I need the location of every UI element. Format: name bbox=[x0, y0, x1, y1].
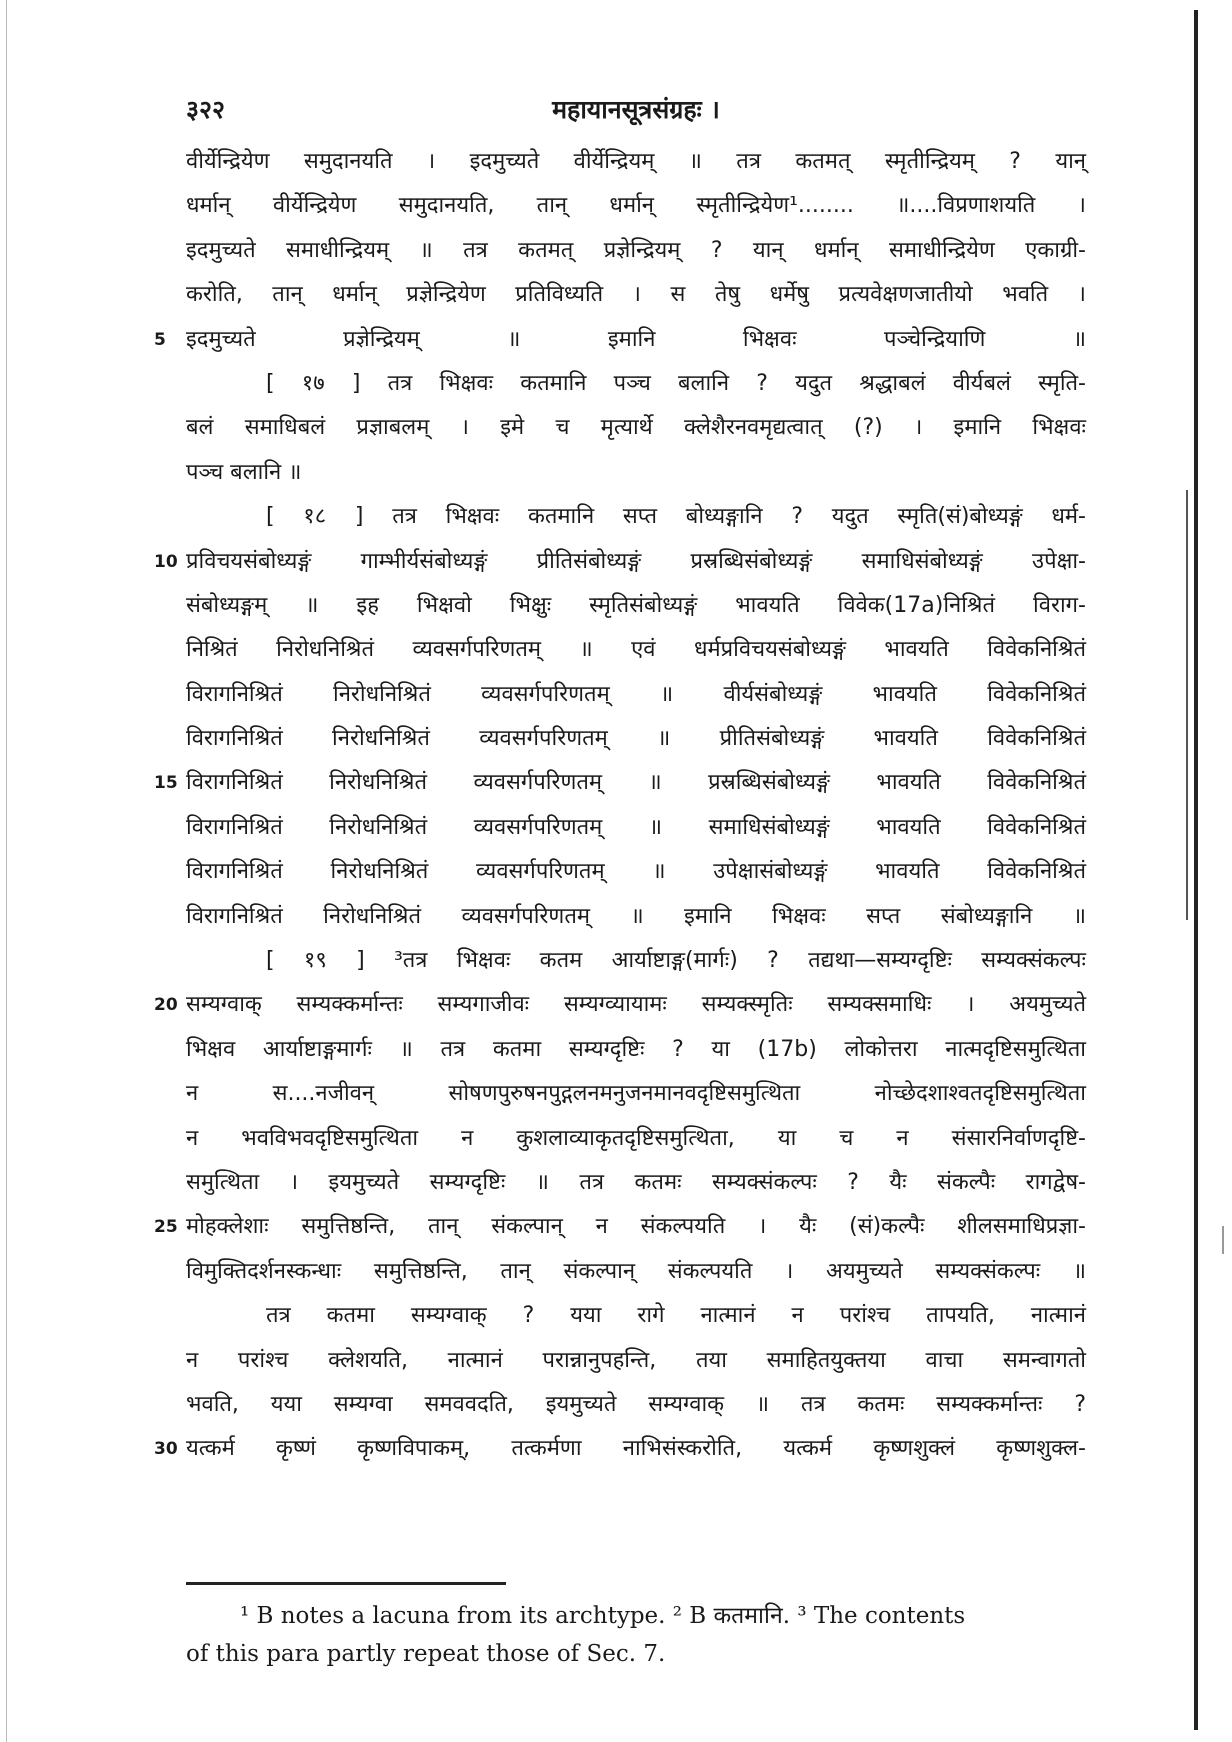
line-text: इदमुच्यते प्रज्ञेन्द्रियम् ॥ इमानि भिक्षवः पञ्चेन्द्रियाणि ॥ bbox=[186, 326, 1086, 352]
line-text: यत्कर्म कृष्णं कृष्णविपाकम्, तत्कर्मणा नाभिसंस्करोति, यत्कर्म कृष्णशुक्लं कृष्णशुक्ल- bbox=[186, 1436, 1086, 1462]
text-line bbox=[186, 1383, 1086, 1427]
line-text: पञ्च बलानि ॥ bbox=[186, 459, 302, 485]
text-line bbox=[186, 1028, 1086, 1072]
text-line bbox=[154, 1427, 1086, 1471]
line-number: 25 bbox=[154, 1217, 178, 1238]
text-line bbox=[186, 451, 1086, 495]
scan-edge-right bbox=[1194, 10, 1198, 1730]
text-line bbox=[186, 140, 1086, 184]
text-line bbox=[186, 1161, 1086, 1205]
scan-edge-left bbox=[6, 0, 7, 1742]
scan-edge-right-inner bbox=[1186, 490, 1188, 920]
footnotes bbox=[186, 1597, 1086, 1673]
text-line bbox=[186, 1294, 1086, 1338]
line-text: सम्यग्वाक् सम्यक्कर्मान्तः सम्यगाजीवः सम्यग्व्यायामः सम्यक्स्मृतिः सम्यक्समाधिः । अयमुच्यते bbox=[186, 992, 1086, 1018]
line-text: [ १९ ] ³तत्र भिक्षवः कतम आर्याष्टाङ्ग(मार्गः) ? तद्यथा—सम्यग्दृष्टिः सम्यक्संकल्पः bbox=[266, 948, 1086, 974]
page-number: ३२२ bbox=[186, 95, 226, 124]
line-text: विमुक्तिदर्शनस्कन्धाः समुत्तिष्ठन्ति, तान् संकल्पान् संकल्पयति । अयमुच्यते सम्यक्संकल्पः ॥ bbox=[186, 1258, 1086, 1284]
line-text: वीर्येन्द्रियेण समुदानयति । इदमुच्यते वीर्येन्द्रियम् ॥ तत्र कतमत् स्मृतीन्द्रियम् ? यान् bbox=[186, 149, 1086, 174]
text-body bbox=[154, 140, 1086, 1472]
text-line bbox=[186, 939, 1086, 983]
text-line bbox=[186, 895, 1086, 939]
line-number: 10 bbox=[154, 551, 178, 572]
line-text: न परांश्च क्लेशयति, नात्मानं परान्नानुपहन्ति, तया समाहितयुक्तया वाचा समन्वागतो bbox=[186, 1347, 1086, 1373]
line-text: विरागनिश्रितं निरोधनिश्रितं व्यवसर्गपरिणतम् ॥ प्रस्रब्धिसंबोध्यङ्गं भावयति विवेकनिश्रितं bbox=[186, 770, 1086, 796]
text-line bbox=[154, 761, 1086, 805]
line-text: संबोध्यङ्गम् ॥ इह भिक्षवो भिक्षुः स्मृतिसंबोध्यङ्गं भावयति विवेक(17a)निश्रितं विराग- bbox=[186, 592, 1086, 618]
line-text: न भवविभवदृष्टिसमुत्थिता न कुशलाव्याकृतदृष्टिसमुत्थिता, या च न संसारनिर्वाणदृष्टि- bbox=[186, 1125, 1086, 1151]
footnote-line: of this para partly repeat those of Sec. 7. bbox=[186, 1641, 666, 1667]
text-line bbox=[154, 1205, 1086, 1249]
running-title: महायानसूत्रसंग्रहः । bbox=[552, 95, 720, 124]
text-line bbox=[154, 318, 1086, 362]
text-line bbox=[186, 673, 1086, 717]
line-text: न स....नजीवन् सोषणपुरुषनपुद्गलनमनुजनमानवदृष्टिसमुत्थिता नोच्छेदशाश्वतदृष्टिसमुत्थिता bbox=[186, 1081, 1086, 1107]
text-line bbox=[186, 495, 1086, 539]
text-line bbox=[186, 362, 1086, 406]
text-line bbox=[186, 806, 1086, 850]
text-line bbox=[186, 1072, 1086, 1116]
text-line bbox=[186, 1339, 1086, 1383]
line-text: मोहक्लेशाः समुत्तिष्ठन्ति, तान् संकल्पान् न संकल्पयति । यैः (सं)कल्पैः शीलसमाधिप्रज्ञा- bbox=[186, 1214, 1086, 1240]
line-text: इदमुच्यते समाधीन्द्रियम् ॥ तत्र कतमत् प्रज्ञेन्द्रियम् ? यान् धर्मान् समाधीन्द्रियेण एकाग्री- bbox=[186, 237, 1086, 263]
line-text: [ १७ ] तत्र भिक्षवः कतमानि पञ्च बलानि ? यदुत श्रद्धाबलं वीर्यबलं स्मृति- bbox=[266, 370, 1086, 396]
line-text: [ १८ ] तत्र भिक्षवः कतमानि सप्त बोध्यङ्गानि ? यदुत स्मृति(सं)बोध्यङ्गं धर्म- bbox=[266, 504, 1086, 530]
text-line bbox=[186, 1117, 1086, 1161]
text-line bbox=[186, 1250, 1086, 1294]
text-line bbox=[186, 273, 1086, 317]
line-text: विरागनिश्रितं निरोधनिश्रितं व्यवसर्गपरिणतम् ॥ उपेक्षासंबोध्यङ्गं भावयति विवेकनिश्रितं bbox=[186, 859, 1086, 885]
text-line bbox=[186, 584, 1086, 628]
line-number: 15 bbox=[154, 773, 178, 794]
text-line bbox=[186, 850, 1086, 894]
footnote-rule bbox=[186, 1582, 506, 1585]
page-header bbox=[186, 92, 1086, 132]
line-text: भवति, यया सम्यग्वा समववदति, इयमुच्यते सम्यग्वाक् ॥ तत्र कतमः सम्यक्कर्मान्तः ? bbox=[186, 1391, 1086, 1417]
line-number: 5 bbox=[154, 329, 166, 350]
line-text: प्रविचयसंबोध्यङ्गं गाम्भीर्यसंबोध्यङ्गं प्रीतिसंबोध्यङ्गं प्रस्रब्धिसंबोध्यङ्गं समाधिसंबोध्यङ्गं उपेक्षा- bbox=[186, 548, 1086, 574]
text-line bbox=[186, 717, 1086, 761]
text-line bbox=[186, 229, 1086, 273]
line-text: धर्मान् वीर्येन्द्रियेण समुदानयति, तान् धर्मान् स्मृतीन्द्रियेण¹........ ॥....विप्रणाशयति । bbox=[186, 193, 1086, 219]
line-text: निश्रितं निरोधनिश्रितं व्यवसर्गपरिणतम् ॥ एवं धर्मप्रविचयसंबोध्यङ्गं भावयति विवेकनिश्रितं bbox=[186, 637, 1086, 663]
line-text: बलं समाधिबलं प्रज्ञाबलम् । इमे च मृत्यार्थे क्लेशैरनवमृद्यत्वात् (?) । इमानि भिक्षवः bbox=[186, 415, 1086, 441]
text-line bbox=[154, 983, 1086, 1027]
line-text: विरागनिश्रितं निरोधनिश्रितं व्यवसर्गपरिणतम् ॥ इमानि भिक्षवः सप्त संबोध्यङ्गानि ॥ bbox=[186, 903, 1086, 929]
line-text: समुत्थिता । इयमुच्यते सम्यग्दृष्टिः ॥ तत्र कतमः सम्यक्संकल्पः ? यैः संकल्पैः रागद्वेष- bbox=[186, 1169, 1086, 1195]
line-number: 30 bbox=[154, 1439, 178, 1460]
line-text: विरागनिश्रितं निरोधनिश्रितं व्यवसर्गपरिणतम् ॥ प्रीतिसंबोध्यङ्गं भावयति विवेकनिश्रितं bbox=[186, 726, 1086, 752]
scan-speck bbox=[1222, 1226, 1224, 1254]
line-text: तत्र कतमा सम्यग्वाक् ? यया रागे नात्मानं न परांश्च तापयति, नात्मानं bbox=[266, 1303, 1086, 1329]
line-text: करोति, तान् धर्मान् प्रज्ञेन्द्रियेण प्रतिविध्यति । स तेषु धर्मेषु प्रत्यवेक्षणजातीयो भवति । bbox=[186, 282, 1086, 308]
line-text: भिक्षव आर्याष्टाङ्गमार्गः ॥ तत्र कतमा सम्यग्दृष्टिः ? या (17b) लोकोत्तरा नात्मदृष्टिसमुत्थिता bbox=[186, 1036, 1086, 1062]
line-text: विरागनिश्रितं निरोधनिश्रितं व्यवसर्गपरिणतम् ॥ वीर्यसंबोध्यङ्गं भावयति विवेकनिश्रितं bbox=[186, 681, 1086, 707]
text-line bbox=[154, 540, 1086, 584]
text-line bbox=[186, 406, 1086, 450]
text-line bbox=[186, 628, 1086, 672]
line-text: विरागनिश्रितं निरोधनिश्रितं व्यवसर्गपरिणतम् ॥ समाधिसंबोध्यङ्गं भावयति विवेकनिश्रितं bbox=[186, 814, 1086, 840]
footnote-line: ¹ B notes a lacuna from its archtype. ² B कतमानि. ³ The contents bbox=[240, 1603, 966, 1629]
line-number: 20 bbox=[154, 995, 178, 1016]
text-line bbox=[186, 184, 1086, 228]
